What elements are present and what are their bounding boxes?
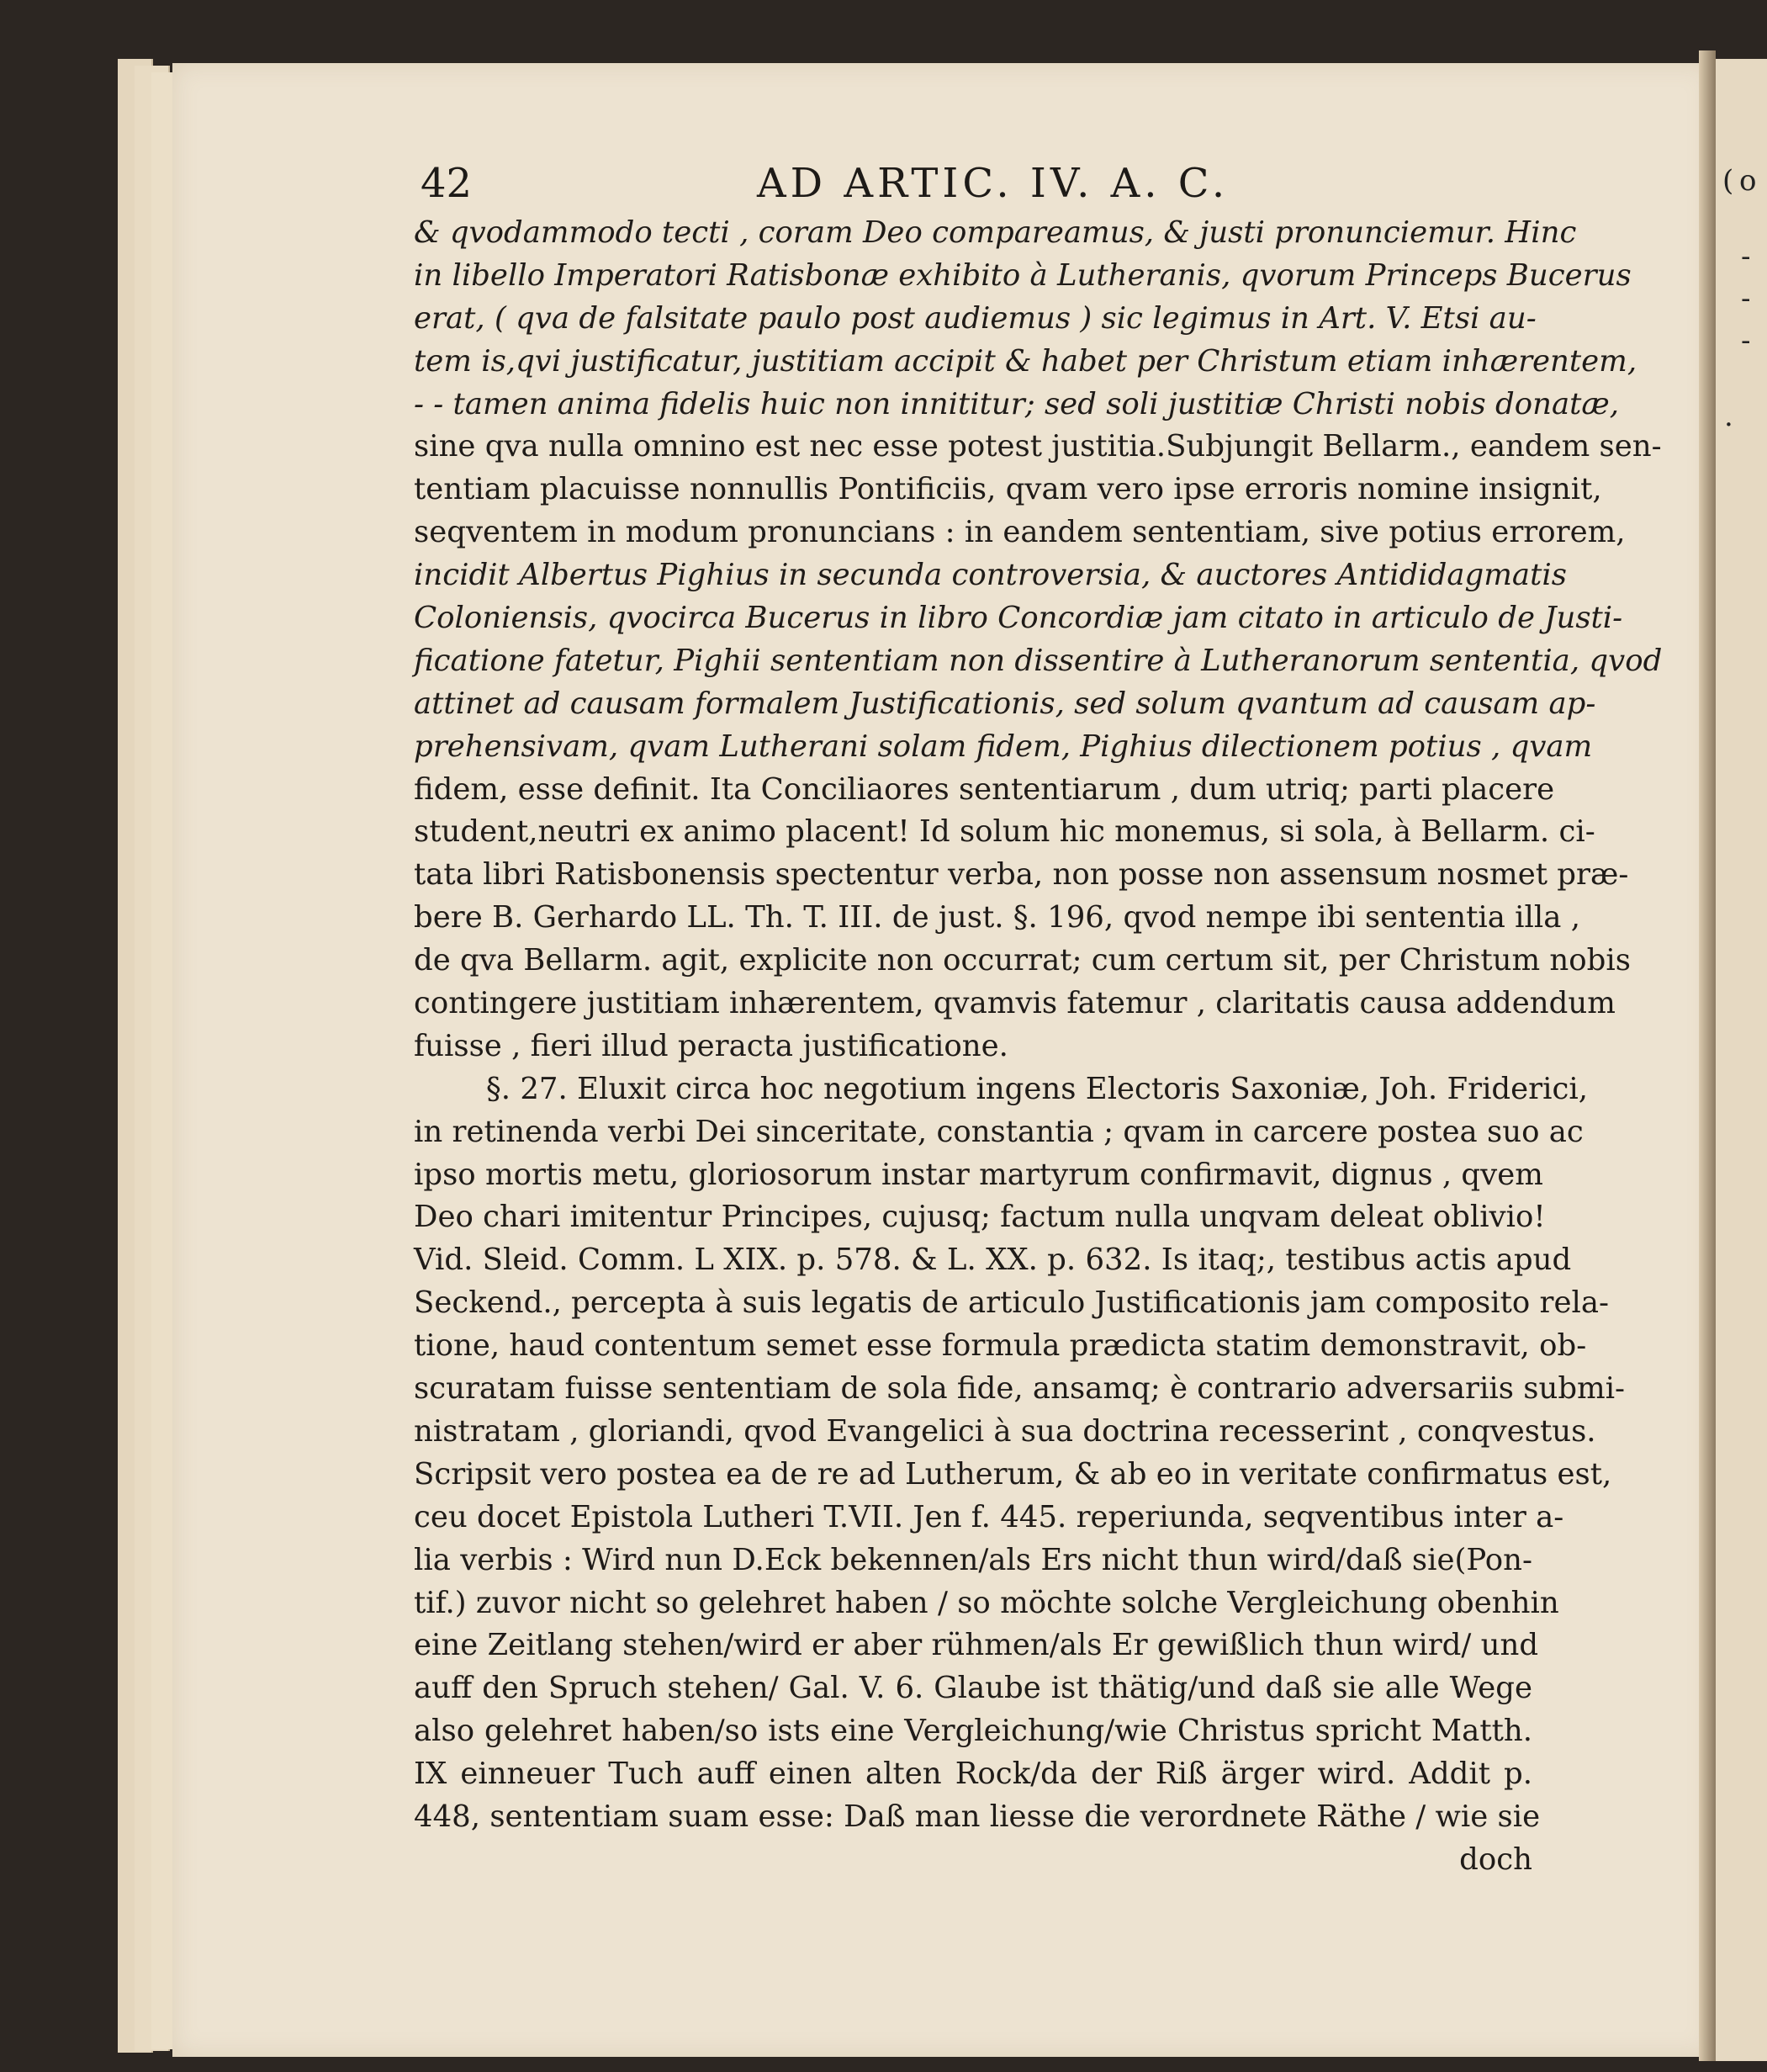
facing-page-mark: . <box>1724 400 1733 433</box>
text-line: de qva Bellarm. agit, explicite non occurrat; cum certum sit, per Christum nobis <box>414 943 1631 978</box>
book-gutter <box>1699 50 1716 2061</box>
facing-page-edge <box>1716 59 1767 2061</box>
text-line: erat, ( qva de falsitate paulo post audiemus ) sic legimus in Art. V. Etsi au- <box>414 300 1537 336</box>
facing-page-mark: ( <box>1722 164 1734 198</box>
text-line: incidit Albertus Pighius in secunda controversia, & auctores Antididagmatis <box>414 558 1567 593</box>
text-line: scuratam fuisse sententiam de sola fide, ansamq; è contrario adversariis submi- <box>414 1371 1626 1407</box>
facing-page-mark: o <box>1739 164 1757 198</box>
text-line: nistratam , gloriandi, qvod Evangelici à sua doctrina recesserint , conqvestus. <box>414 1413 1596 1449</box>
text-line: auff den Spruch stehen/ Gal. V. 6. Glaube ist thätig/und daß sie alle Wege <box>414 1671 1532 1706</box>
catchword: doch <box>1459 1841 1532 1877</box>
text-line: 448, sententiam suam esse: Daß man liesse die verordnete Räthe / wie sie <box>414 1799 1541 1834</box>
text-line: tione, haud contentum semet esse formula prædicta statim demonstravit, ob- <box>414 1328 1587 1364</box>
text-line: tata libri Ratisbonensis spectentur verba, non posse non assensum nosmet præ- <box>414 857 1629 893</box>
text-line: Scripsit vero postea ea de re ad Lutherum, & ab eo in veritate confirmatus est, <box>414 1456 1612 1492</box>
text-line: lia verbis : Wird nun D.Eck bekennen/als Ers nicht thun wird/daß sie(Pon- <box>414 1542 1532 1577</box>
text-line: eine Zeitlang stehen/wird er aber rühmen/als Er gewißlich thun wird/ und <box>414 1628 1539 1663</box>
text-line: Seckend., percepta à suis legatis de articulo Justificationis jam composito rela- <box>414 1285 1609 1321</box>
facing-page-mark: - <box>1741 282 1751 315</box>
text-line: ipso mortis metu, gloriosorum instar martyrum confirmavit, dignus , qvem <box>414 1157 1543 1192</box>
text-line: - - tamen anima fidelis huic non innititur; sed soli justitiæ Christi nobis donatæ, <box>414 386 1620 421</box>
text-line: bere B. Gerhardo LL. Th. T. III. de just. §. 196, qvod nempe ibi sententia illa , <box>414 900 1580 935</box>
facing-page-mark: - <box>1741 324 1751 358</box>
text-line: in retinenda verbi Dei sinceritate, constantia ; qvam in carcere postea suo ac <box>414 1114 1584 1149</box>
page-header <box>421 160 1632 210</box>
text-line: ficatione fatetur, Pighii sententiam non dissentire à Lutheranorum sententia, qvod <box>414 643 1663 678</box>
text-line: prehensivam, qvam Lutherani solam fidem, Pighius dilectionem potius , qvam <box>414 729 1593 764</box>
text-line: §. 27. Eluxit circa hoc negotium ingens Electoris Saxoniæ, Joh. Friderici, <box>486 1071 1588 1106</box>
running-head: AD ARTIC. IV. A. C. <box>757 160 1230 207</box>
text-line: fidem, esse definit. Ita Conciliaores sententiarum , dum utriq; parti placere <box>414 771 1555 807</box>
text-line: & qvodammodo tecti , coram Deo compareamus, & justi pronunciemur. Hinc <box>414 215 1577 250</box>
page-number: 42 <box>421 160 473 207</box>
text-line: ceu docet Epistola Lutheri T.VII. Jen f. 445. reperiunda, seqventibus inter a- <box>414 1499 1564 1534</box>
text-line: tentiam placuisse nonnullis Pontificiis, qvam vero ipse erroris nomine insignit, <box>414 472 1602 507</box>
text-line: student,neutri ex animo placent! Id solum hic monemus, si sola, à Bellarm. ci- <box>414 814 1595 850</box>
text-line: Coloniensis, qvocirca Bucerus in libro Concordiæ jam citato in articulo de Justi- <box>414 601 1623 636</box>
facing-page-mark: - <box>1741 240 1751 273</box>
text-line: sine qva nulla omnino est nec esse potest justitia.Subjungit Bellarm., eandem sen- <box>414 429 1662 464</box>
text-line: tem is,qvi justificatur, justitiam accipit & habet per Christum etiam inhærentem, <box>414 343 1637 379</box>
text-line: in libello Imperatori Ratisbonæ exhibito à Lutheranis, qvorum Princeps Bucerus <box>414 257 1632 293</box>
text-line: Vid. Sleid. Comm. L XIX. p. 578. & L. XX. p. 632. Is itaq;, testibus actis apud <box>414 1243 1572 1278</box>
text-line: fuisse , fieri illud peracta justificatione. <box>414 1028 1008 1063</box>
text-line: also gelehret haben/so ists eine Vergleichung/wie Christus spricht Matth. <box>414 1714 1532 1749</box>
text-line: IX einneuer Tuch auff einen alten Rock/da der Riß ärger wird. Addit p. <box>414 1757 1532 1792</box>
body-text <box>414 212 1663 1882</box>
text-line: seqventem in modum pronuncians : in eandem sententiam, sive potius errorem, <box>414 515 1626 550</box>
text-line: contingere justitiam inhærentem, qvamvis fatemur , claritatis causa addendum <box>414 986 1616 1021</box>
text-line: Deo chari imitentur Principes, cujusq; factum nulla unqvam deleat oblivio! <box>414 1200 1546 1235</box>
text-line: tif.) zuvor nicht so gelehret haben / so möchte solche Vergleichung obenhin <box>414 1585 1559 1620</box>
text-line: attinet ad causam formalem Justificationis, sed solum qvantum ad causam ap- <box>414 686 1596 721</box>
